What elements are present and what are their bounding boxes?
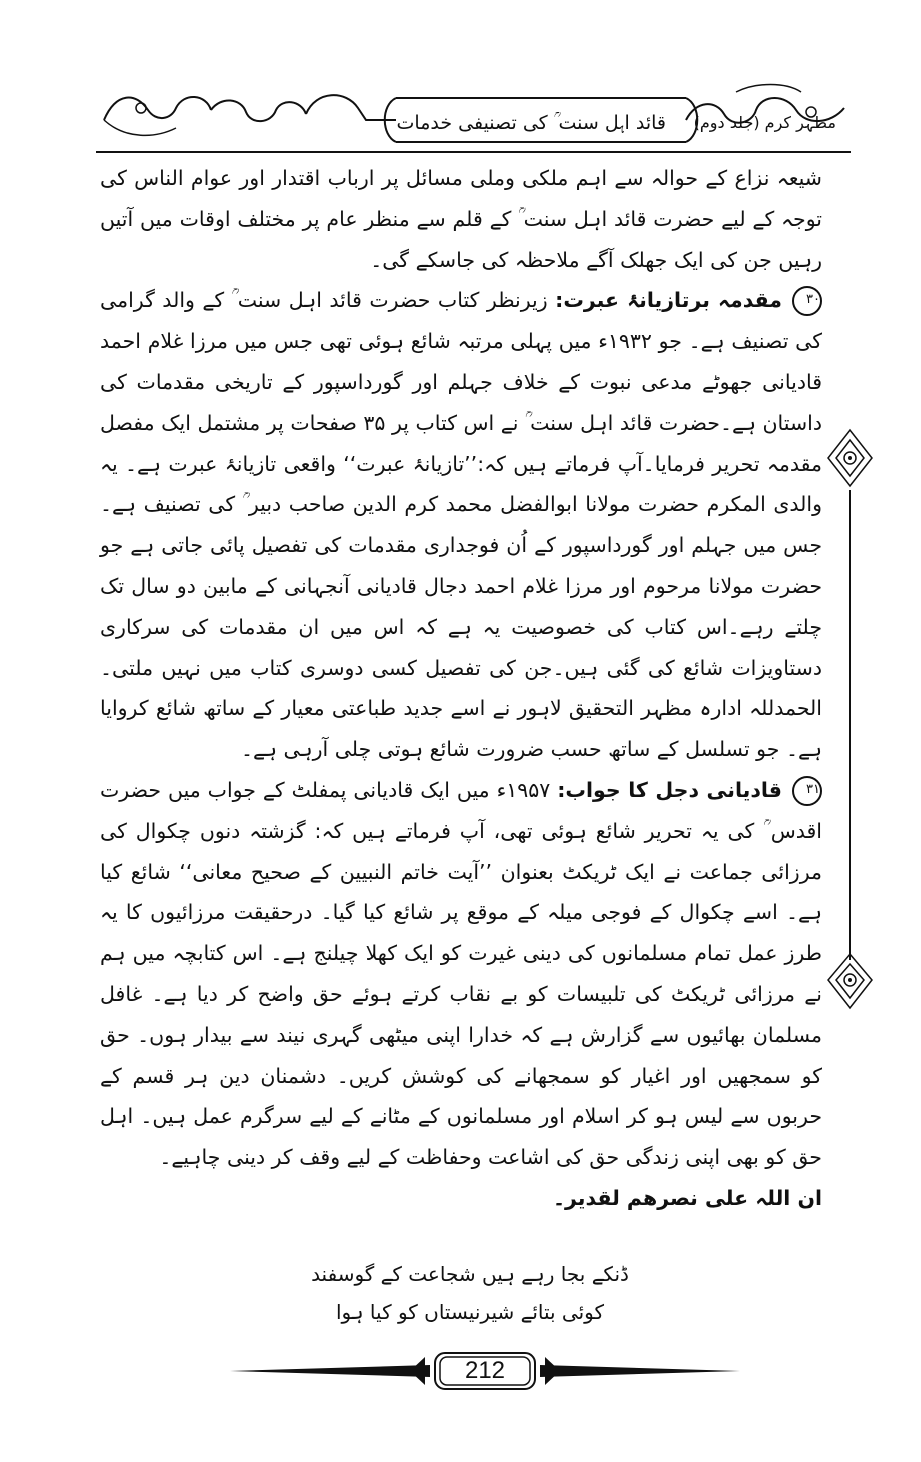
page-number: 212 [464,1357,506,1384]
item-number: ۳۰ [792,286,822,316]
verse-line-2: کوئی بتائے شیرنیستاں کو کیا ہوا [335,1300,605,1324]
header-title: قائد اہل سنت ؒ کی تصنیفی خدمات [396,112,666,134]
paragraph-intro [100,158,822,280]
paragraph-text: ۱۹۵۷ء میں ایک قادیانی پمفلٹ کے جواب میں حضرت اقدس ؒ کی یہ تحریر شائع ہوئی تھی، آپ فرماتے ہیں کہ: گزشتہ دنوں چکوال کی مرزائی جماعت نے ایک ٹریکٹ بعنوان ’’آیت خاتم النبیین کے صحیح معانی‘‘ شائع کیا ہے۔ اسے چکوال کے فوجی میلہ کے موقع پر شائع کیا گیا۔ درحقیقت مرزائیوں کا یہ طرز عمل تمام مسلمانوں کی دینی غیرت کو ایک کھلا چیلنج ہے۔ اس کتابچہ میں ہم نے مرزائی ٹریکٹ کی تلبیسات کو بے نقاب کرتے ہوئے حق واضح کر دیا ہے۔ غافل مسلمان بھائیوں سے گزارش ہے کہ خدارا اپنی میٹھی گہری نیند سے بیدار ہوں۔ حق کو سمجھیں اور اغیار کو سمجھانے کی کوشش کریں۔ دشمنان دین ہر قسم کے حربوں سے لیس ہو کر اسلام اور مسلمانوں کے مٹانے کے لیے سرگرم عمل ہیں۔ اہل حق کو بھی اپنی زندگی حق کی اشاعت وحفاظت کے لیے وقف کر دینی چاہیے۔ [100,777,822,1170]
page-footer [230,1345,740,1395]
body-text [100,158,822,1219]
margin-ornament [820,420,880,1020]
paragraph-31 [100,770,822,1178]
item-heading: مقدمہ برتازیانۂ عبرت: [555,288,782,313]
closing-line: ان اللہ علی نصرھم لقدیر۔ [553,1185,822,1210]
item-number: ۳۱ [792,776,822,806]
header-volume: مظہر کرم (جلد دوم) [693,113,836,132]
paragraph-text: زیرنظر کتاب حضرت قائد اہل سنت ؒ کے والد گرامی کی تصنیف ہے۔ جو ۱۹۳۲ء میں پہلی مرتبہ شائع ہوئی تھی جس میں مرزا غلام احمد قادیانی جھوٹے مدعی نبوت کے خلاف جہلم اور گورداسپور کے تاریخی مقدمات کی داستان ہے۔حضرت قائد اہل سنت ؒ نے اس کتاب پر ۳۵ صفحات پر مشتمل ایک مفصل مقدمہ تحریر فرمایا۔آپ فرماتے ہیں کہ:’’تازیانۂ عبرت‘‘ واقعی تازیانۂ عبرت ہے۔ یہ والدی المکرم حضرت مولانا ابوالفضل محمد کرم الدین صاحب دبیر ؒ کی تصنیف ہے۔جس میں جہلم اور گورداسپور کے اُن فوجداری مقدمات کی تفصیل پائی جاتی ہے جو حضرت مولانا مرحوم اور مرزا غلام احمد دجال قادیانی آنجہانی کے مابین دو سال تک چلتے رہے۔اس کتاب کی خصوصیت یہ ہے کہ اس میں ان مقدمات کی سرکاری دستاویزات شائع کی گئی ہیں۔جن کی تفصیل کسی دوسری کتاب میں نہیں ملتی۔ الحمدللہ ادارہ مظہر التحقیق لاہور نے اسے جدید طباعتی معیار کے ساتھ شائع کروایا ہے۔ جو تسلسل کے ساتھ حسب ضرورت شائع ہوتی چلی آرہی ہے۔ [100,288,822,762]
paragraph-30 [100,280,822,770]
side-ornament-icon [820,420,880,1020]
paragraph-text: شیعہ نزاع کے حوالہ سے اہم ملکی وملی مسائل پر ارباب اقتدار اور عوام الناس کی توجہ کے لیے حضرت قائد اہل سنت ؒ کے قلم سے منظر عام پر مختلف اوقات میں آتیں رہیں جن کی ایک جھلک آگے ملاحظہ کی جاسکے گی۔ [100,166,822,272]
page-header [96,80,851,154]
verse-line-1: ڈنکے بجا رہے ہیں شجاعت کے گوسفند [311,1262,629,1286]
item-heading: قادیانی دجل کا جواب: [557,777,782,802]
